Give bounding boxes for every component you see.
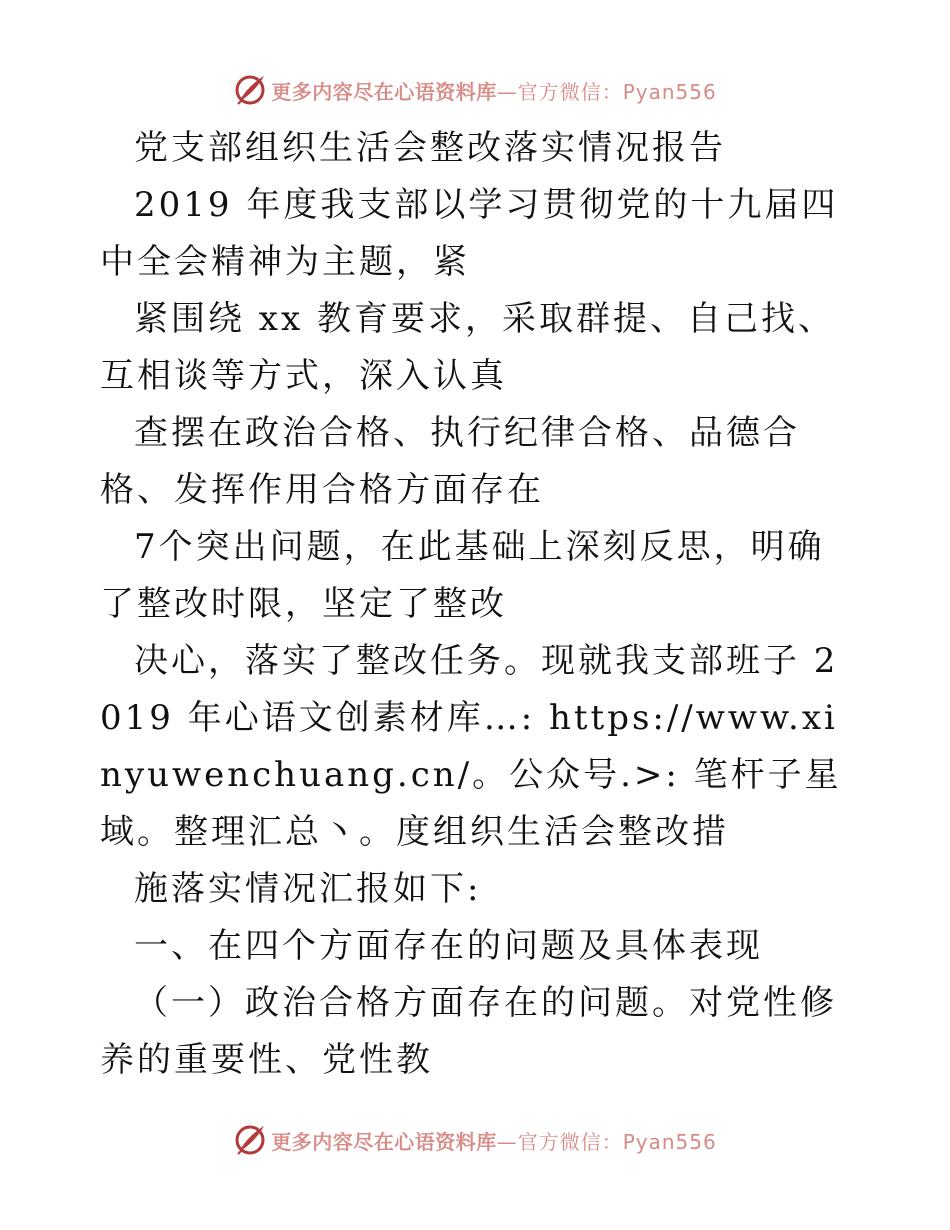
document-body	[100, 120, 850, 1089]
banner-text: 更多内容尽在心语资料库	[271, 1129, 497, 1154]
paragraph-3: 查摆在政治合格、执行纪律合格、品德合格、发挥作用合格方面存在	[100, 413, 800, 510]
quill-logo-icon	[233, 1123, 267, 1157]
document-title: 党支部组织生活会整改落实情况报告	[134, 128, 726, 168]
header-banner	[0, 70, 950, 110]
paragraph-2: 紧围绕 xx 教育要求，采取群提、自己找、互相谈等方式，深入认真	[100, 299, 835, 396]
paragraph-8: （一）政治合格方面存在的问题。对党性修养的重要性、党性教	[100, 983, 837, 1080]
footer-banner	[0, 1120, 950, 1160]
paragraph-4: 7个突出问题，在此基础上深刻反思，明确了整改时限，坚定了整改	[100, 527, 825, 624]
section-heading: 一、在四个方面存在的问题及具体表现	[134, 926, 763, 966]
paragraph-1: 2019 年度我支部以学习贯彻党的十九届四中全会精神为主题，紧	[100, 185, 839, 282]
banner-wechat: —官方微信：Pyan556	[496, 79, 717, 104]
quill-logo-icon	[233, 73, 267, 107]
paragraph-6: 施落实情况汇报如下:	[134, 869, 482, 909]
banner-wechat: —官方微信：Pyan556	[496, 1129, 717, 1154]
paragraph-5: 决心，落实了整改任务。现就我支部班子 2019 年心语文创素材库…: https://www.xinyuwenchuang.cn/。公众号.>: 笔杆子星域。整理汇总丶。度组织生活会整改措	[100, 641, 842, 852]
banner-text: 更多内容尽在心语资料库	[271, 79, 497, 104]
